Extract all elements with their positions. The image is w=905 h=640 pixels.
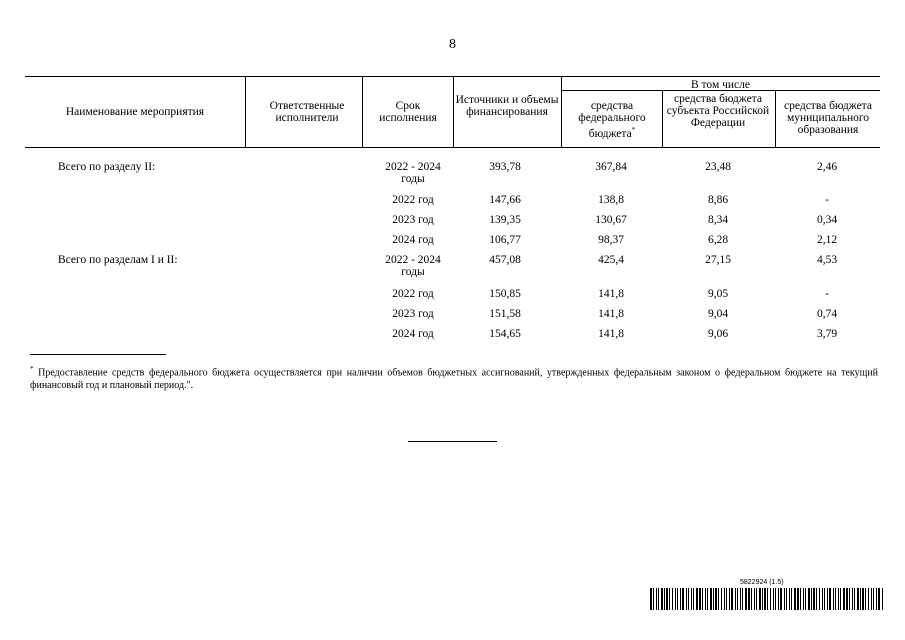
header-municipal: средства бюджета муниципального образования [784, 100, 872, 136]
row-total: 151,58 [489, 308, 521, 320]
row-regional: 8,86 [707, 194, 729, 206]
row-municipal: - [825, 288, 829, 300]
row-municipal: 4,53 [816, 254, 838, 266]
header-regional: средства бюджета субъекта Российской Федерации [666, 93, 770, 129]
column-divider [775, 90, 776, 147]
row-term: 2022 год [392, 288, 434, 300]
row-name: Всего по разделу II: [58, 161, 156, 173]
row-total: 147,66 [489, 194, 521, 206]
row-federal: 141,8 [598, 328, 624, 340]
column-divider [245, 76, 246, 147]
row-municipal: - [825, 194, 829, 206]
header-federal [566, 100, 658, 140]
row-name: Всего по разделам I и II: [58, 254, 178, 266]
column-divider [453, 76, 454, 147]
row-term: 2022 - 2024 годы [385, 161, 441, 185]
column-divider [662, 90, 663, 147]
column-divider [362, 76, 363, 147]
row-total: 393,78 [489, 161, 521, 173]
barcode-icon [650, 588, 884, 610]
row-total: 457,08 [489, 254, 521, 266]
row-municipal: 2,46 [816, 161, 838, 173]
row-regional: 23,48 [705, 161, 731, 173]
footnote-separator [30, 354, 166, 355]
row-federal: 425,4 [598, 254, 624, 266]
row-municipal: 0,74 [816, 308, 838, 320]
row-municipal: 2,12 [816, 234, 838, 246]
header-bottom-border [25, 147, 880, 148]
row-regional: 27,15 [705, 254, 731, 266]
row-regional: 9,06 [707, 328, 729, 340]
row-term: 2024 год [392, 328, 434, 340]
footnote-text: Предоставление средств федерального бюджета осуществляется при наличии объемов бюджетных ассигнований, утвержденных федеральным законом о федеральном бюджете на текущий финансовый год и плановый период.". [30, 367, 879, 392]
row-federal: 367,84 [595, 161, 627, 173]
row-total: 150,85 [489, 288, 521, 300]
row-regional: 9,04 [707, 308, 729, 320]
footnote [30, 363, 878, 392]
row-term: 2022 - 2024 годы [385, 254, 441, 278]
header-federal-label: средства федерального бюджета [578, 100, 646, 140]
footnote-mark: * [30, 365, 34, 373]
row-federal: 141,8 [598, 288, 624, 300]
row-term: 2023 год [392, 214, 434, 226]
header-sources: Источники и объемы финансирования [455, 94, 559, 118]
row-term: 2024 год [392, 234, 434, 246]
header-name: Наименование мероприятия [65, 106, 205, 118]
row-federal: 98,37 [598, 234, 624, 246]
barcode-number: 5822924 (1.5) [740, 579, 784, 586]
header-term: Срок исполнения [379, 100, 437, 124]
footnote-mark: * [631, 126, 636, 134]
row-federal: 141,8 [598, 308, 624, 320]
header-including: В том числе [691, 79, 750, 91]
end-divider [408, 441, 497, 442]
row-total: 154,65 [489, 328, 521, 340]
row-term: 2023 год [392, 308, 434, 320]
row-municipal: 0,34 [816, 214, 838, 226]
row-total: 106,77 [489, 234, 521, 246]
row-federal: 130,67 [595, 214, 627, 226]
row-total: 139,35 [489, 214, 521, 226]
row-municipal: 3,79 [816, 328, 838, 340]
header-responsible: Ответственные исполнители [269, 100, 345, 124]
row-regional: 6,28 [707, 234, 729, 246]
row-federal: 138,8 [598, 194, 624, 206]
row-regional: 8,34 [707, 214, 729, 226]
row-term: 2022 год [392, 194, 434, 206]
page-number: 8 [449, 37, 456, 52]
row-regional: 9,05 [707, 288, 729, 300]
